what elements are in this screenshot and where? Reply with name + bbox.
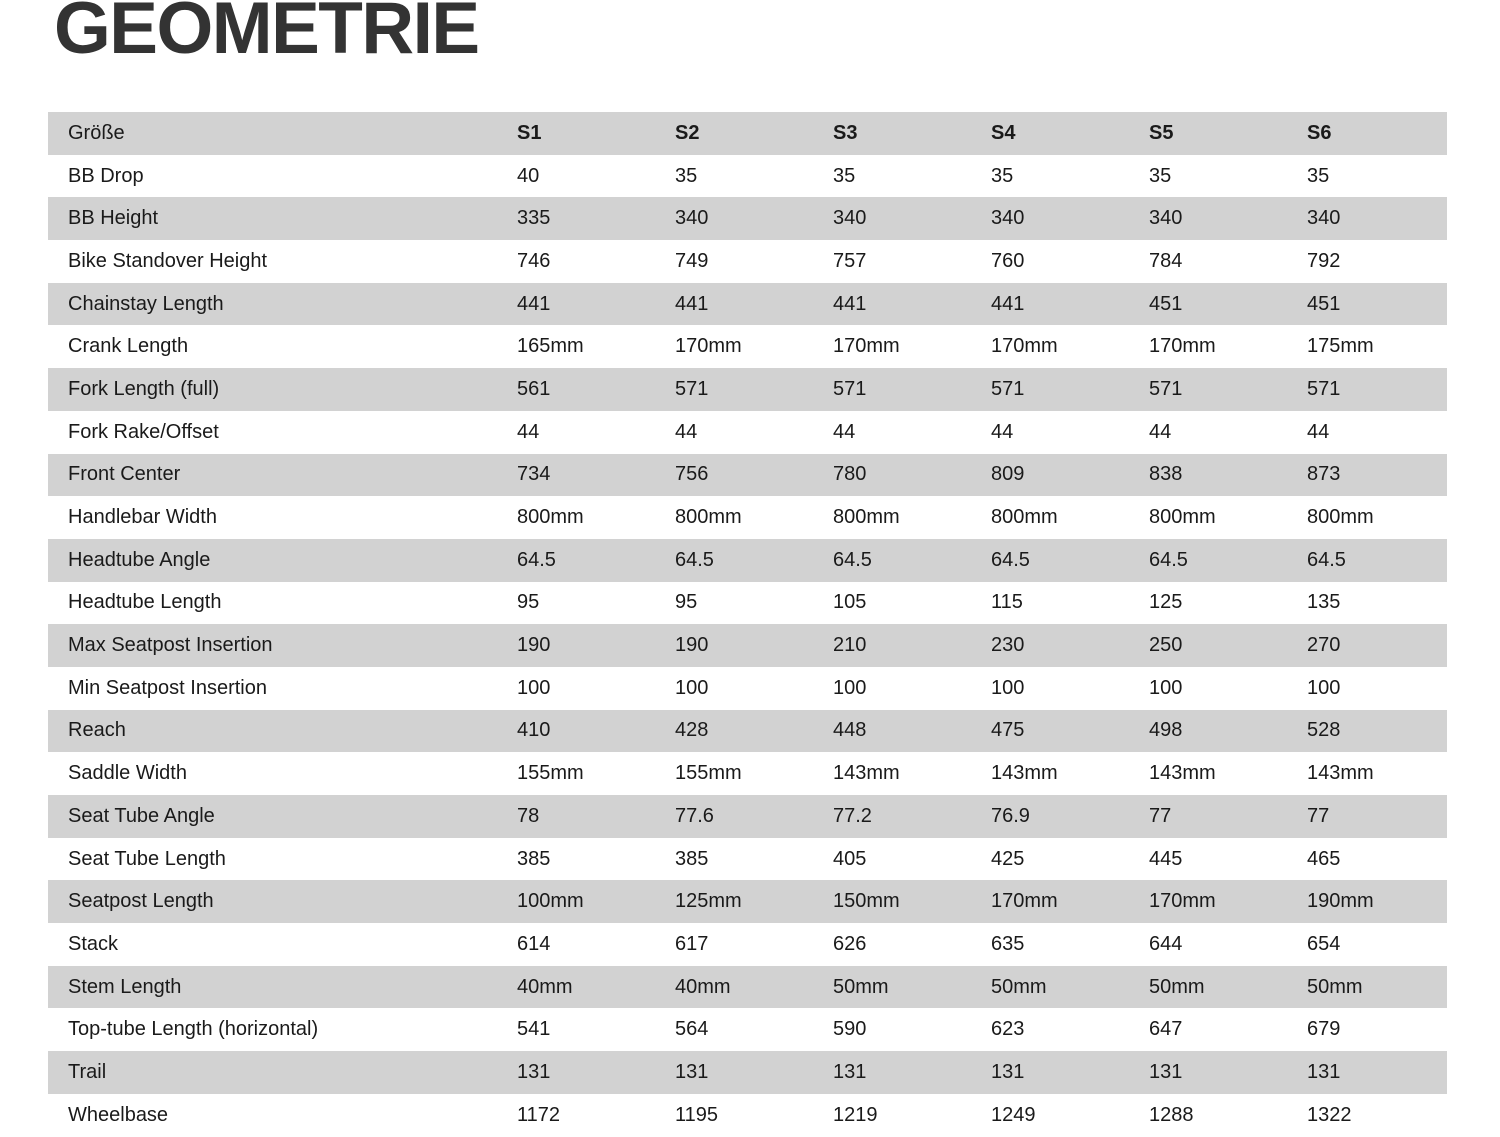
row-label: Wheelbase [68, 1103, 169, 1126]
cell-value: 40mm [517, 975, 573, 998]
cell-value: 405 [833, 847, 867, 870]
cell-value: 100 [1307, 676, 1341, 699]
cell-value: 125mm [675, 890, 742, 913]
cell-value: 1219 [833, 1103, 878, 1126]
row-label: BB Drop [68, 164, 144, 187]
cell-value: 800mm [1307, 506, 1374, 529]
table-header-row [48, 112, 1447, 155]
cell-value: 561 [517, 377, 551, 400]
cell-value: 441 [991, 292, 1025, 315]
row-label: Handlebar Width [68, 506, 217, 529]
cell-value: 125 [1149, 591, 1183, 614]
row-label: Reach [68, 719, 126, 742]
row-label: Max Seatpost Insertion [68, 634, 273, 657]
cell-value: 270 [1307, 634, 1341, 657]
row-label: Top-tube Length (horizontal) [68, 1018, 319, 1041]
cell-value: 1249 [991, 1103, 1036, 1126]
cell-value: 445 [1149, 847, 1183, 870]
cell-value: 1195 [675, 1103, 719, 1126]
cell-value: 425 [991, 847, 1025, 870]
cell-value: 614 [517, 932, 551, 955]
cell-value: 340 [675, 207, 709, 230]
table-row [48, 411, 1447, 454]
cell-value: 44 [991, 420, 1014, 443]
cell-value: 50mm [991, 975, 1047, 998]
table-row [48, 582, 1447, 625]
cell-value: 77 [1149, 804, 1172, 827]
cell-value: 335 [517, 207, 551, 230]
table-row [48, 539, 1447, 582]
cell-value: 626 [833, 932, 867, 955]
cell-value: 571 [1307, 377, 1341, 400]
table-row [48, 325, 1447, 368]
cell-value: 340 [1149, 207, 1183, 230]
cell-value: 44 [675, 420, 698, 443]
cell-value: 143mm [991, 762, 1058, 785]
cell-value: 800mm [675, 506, 742, 529]
cell-value: 734 [517, 463, 551, 486]
cell-value: 100 [1149, 676, 1183, 699]
cell-value: 451 [1307, 292, 1341, 315]
cell-value: 410 [517, 719, 551, 742]
cell-value: 571 [833, 377, 867, 400]
table-row [48, 1051, 1447, 1094]
cell-value: 40mm [675, 975, 731, 998]
table-row [48, 880, 1447, 923]
row-label: Stack [68, 932, 119, 955]
column-header: S3 [833, 121, 858, 144]
cell-value: 190 [675, 634, 709, 657]
cell-value: 760 [991, 249, 1025, 272]
cell-value: 143mm [1149, 762, 1216, 785]
cell-value: 385 [675, 847, 709, 870]
cell-value: 571 [991, 377, 1025, 400]
cell-value: 1172 [517, 1103, 561, 1126]
cell-value: 77.6 [675, 804, 714, 827]
row-label: Saddle Width [68, 762, 187, 785]
cell-value: 784 [1149, 249, 1183, 272]
cell-value: 50mm [1307, 975, 1363, 998]
cell-value: 175mm [1307, 335, 1374, 358]
cell-value: 35 [675, 164, 698, 187]
cell-value: 571 [675, 377, 709, 400]
cell-value: 250 [1149, 634, 1183, 657]
cell-value: 756 [675, 463, 709, 486]
cell-value: 170mm [1149, 335, 1216, 358]
row-label: Chainstay Length [68, 292, 224, 315]
cell-value: 155mm [675, 762, 742, 785]
cell-value: 135 [1307, 591, 1341, 614]
table-row [48, 368, 1447, 411]
cell-value: 40 [517, 164, 540, 187]
cell-value: 800mm [991, 506, 1058, 529]
cell-value: 617 [675, 932, 709, 955]
table-row [48, 454, 1447, 497]
cell-value: 809 [991, 463, 1025, 486]
cell-value: 679 [1307, 1018, 1341, 1041]
geometry-table [48, 112, 1447, 1137]
cell-value: 623 [991, 1018, 1025, 1041]
column-header: S2 [675, 121, 700, 144]
cell-value: 143mm [833, 762, 900, 785]
table-row [48, 710, 1447, 753]
cell-value: 64.5 [991, 548, 1030, 571]
cell-value: 757 [833, 249, 867, 272]
column-header: S4 [991, 121, 1016, 144]
cell-value: 100 [833, 676, 867, 699]
cell-value: 838 [1149, 463, 1183, 486]
cell-value: 100 [675, 676, 709, 699]
cell-value: 64.5 [833, 548, 872, 571]
cell-value: 1288 [1149, 1103, 1194, 1126]
table-row [48, 838, 1447, 881]
cell-value: 131 [517, 1060, 551, 1083]
cell-value: 64.5 [517, 548, 556, 571]
cell-value: 428 [675, 719, 709, 742]
geometry-table-body [48, 155, 1447, 1137]
cell-value: 131 [991, 1060, 1025, 1083]
cell-value: 340 [991, 207, 1025, 230]
cell-value: 749 [675, 249, 709, 272]
cell-value: 571 [1149, 377, 1183, 400]
row-label: Seat Tube Length [68, 847, 226, 870]
cell-value: 131 [833, 1060, 867, 1083]
cell-value: 441 [675, 292, 709, 315]
row-label: Fork Length (full) [68, 377, 220, 400]
table-row [48, 795, 1447, 838]
cell-value: 64.5 [1149, 548, 1188, 571]
cell-value: 35 [991, 164, 1014, 187]
cell-value: 635 [991, 932, 1025, 955]
column-header: S1 [517, 121, 542, 144]
cell-value: 131 [675, 1060, 709, 1083]
table-row [48, 966, 1447, 1009]
row-label: Seatpost Length [68, 890, 214, 913]
cell-value: 44 [517, 420, 540, 443]
cell-value: 340 [833, 207, 867, 230]
cell-value: 170mm [991, 890, 1058, 913]
cell-value: 50mm [833, 975, 889, 998]
cell-value: 441 [517, 292, 551, 315]
cell-value: 115 [991, 591, 1023, 614]
cell-value: 465 [1307, 847, 1341, 870]
cell-value: 100mm [517, 890, 584, 913]
row-label: Seat Tube Angle [68, 804, 215, 827]
row-label: BB Height [68, 207, 159, 230]
table-row [48, 283, 1447, 326]
page-title: GEOMETRIE [54, 0, 479, 69]
cell-value: 50mm [1149, 975, 1205, 998]
cell-value: 528 [1307, 719, 1341, 742]
cell-value: 190mm [1307, 890, 1374, 913]
cell-value: 647 [1149, 1018, 1183, 1041]
table-row [48, 923, 1447, 966]
cell-value: 746 [517, 249, 551, 272]
row-label: Crank Length [68, 335, 189, 358]
cell-value: 76.9 [991, 804, 1030, 827]
row-label: Stem Length [68, 975, 182, 998]
cell-value: 800mm [517, 506, 584, 529]
table-row [48, 1094, 1447, 1137]
cell-value: 190 [517, 634, 551, 657]
cell-value: 498 [1149, 719, 1183, 742]
cell-value: 100 [517, 676, 551, 699]
cell-value: 873 [1307, 463, 1341, 486]
cell-value: 541 [517, 1018, 551, 1041]
cell-value: 131 [1149, 1060, 1183, 1083]
table-row [48, 155, 1447, 198]
column-header: S5 [1149, 121, 1174, 144]
cell-value: 95 [675, 591, 698, 614]
cell-value: 64.5 [675, 548, 714, 571]
cell-value: 564 [675, 1018, 709, 1041]
cell-value: 210 [833, 634, 867, 657]
cell-value: 105 [833, 591, 867, 614]
row-label: Min Seatpost Insertion [68, 676, 267, 699]
cell-value: 170mm [833, 335, 900, 358]
cell-value: 448 [833, 719, 867, 742]
cell-value: 44 [1149, 420, 1172, 443]
size-column-header: Größe [68, 121, 125, 144]
table-row [48, 1008, 1447, 1051]
cell-value: 385 [517, 847, 551, 870]
cell-value: 95 [517, 591, 540, 614]
cell-value: 340 [1307, 207, 1341, 230]
cell-value: 77 [1307, 804, 1330, 827]
cell-value: 150mm [833, 890, 900, 913]
cell-value: 170mm [991, 335, 1058, 358]
cell-value: 35 [1149, 164, 1172, 187]
cell-value: 1322 [1307, 1103, 1352, 1126]
table-row [48, 197, 1447, 240]
cell-value: 165mm [517, 335, 584, 358]
cell-value: 78 [517, 804, 540, 827]
table-row [48, 667, 1447, 710]
cell-value: 77.2 [833, 804, 872, 827]
table-row [48, 240, 1447, 283]
cell-value: 100 [991, 676, 1025, 699]
cell-value: 451 [1149, 292, 1183, 315]
cell-value: 155mm [517, 762, 584, 785]
cell-value: 441 [833, 292, 867, 315]
cell-value: 654 [1307, 932, 1341, 955]
row-label: Front Center [68, 463, 181, 486]
table-row [48, 624, 1447, 667]
cell-value: 64.5 [1307, 548, 1346, 571]
cell-value: 35 [1307, 164, 1330, 187]
cell-value: 780 [833, 463, 867, 486]
cell-value: 792 [1307, 249, 1341, 272]
column-header: S6 [1307, 121, 1332, 144]
table-row [48, 752, 1447, 795]
row-label: Headtube Length [68, 591, 222, 614]
cell-value: 590 [833, 1018, 867, 1041]
cell-value: 800mm [833, 506, 900, 529]
row-label: Headtube Angle [68, 548, 211, 571]
table-row [48, 496, 1447, 539]
cell-value: 143mm [1307, 762, 1374, 785]
cell-value: 644 [1149, 932, 1183, 955]
cell-value: 475 [991, 719, 1025, 742]
cell-value: 131 [1307, 1060, 1341, 1083]
row-label: Fork Rake/Offset [68, 420, 219, 443]
cell-value: 170mm [675, 335, 742, 358]
cell-value: 800mm [1149, 506, 1216, 529]
cell-value: 230 [991, 634, 1025, 657]
cell-value: 170mm [1149, 890, 1216, 913]
row-label: Bike Standover Height [68, 249, 268, 272]
cell-value: 44 [833, 420, 856, 443]
cell-value: 35 [833, 164, 856, 187]
row-label: Trail [68, 1060, 107, 1083]
cell-value: 44 [1307, 420, 1330, 443]
